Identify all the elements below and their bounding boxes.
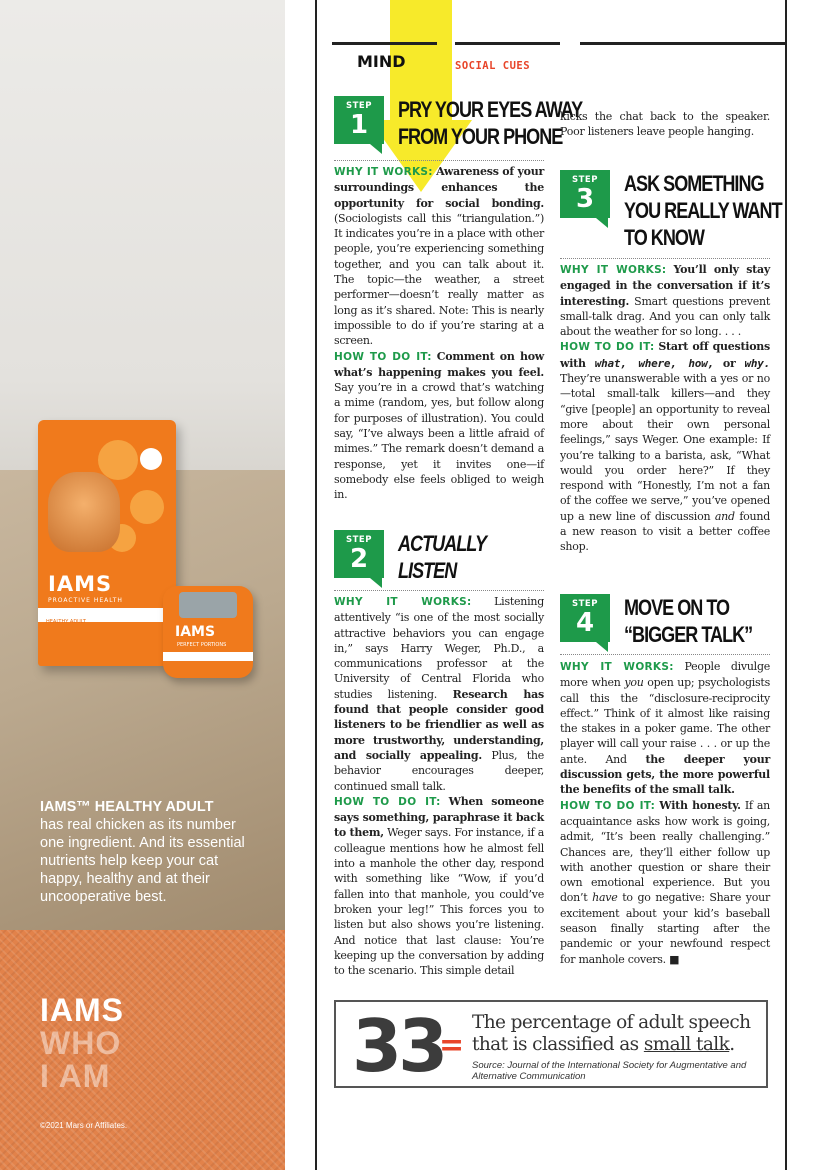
s1-how-bold: Comment on how what’s happening makes you feel.	[334, 349, 544, 379]
cat-photo	[48, 472, 120, 552]
why-label: WHY IT WORKS:	[334, 166, 433, 178]
stat-underlined: small talk	[643, 1034, 730, 1055]
step-number: 3	[575, 184, 595, 214]
s4-how-text: If an acquaintance asks how work is going, admit, “It’s been really challenging.” Chances are, they’ll either follow up with another question or share their own emotional experience. But you don’t	[560, 798, 770, 905]
iams-advertisement	[0, 0, 285, 1170]
iams-food-bag-image	[38, 420, 176, 666]
header-rule	[455, 42, 560, 45]
step-2-title-line2: LISTEN	[398, 558, 457, 583]
tray-subtitle: PERFECT PORTIONS	[177, 642, 227, 648]
step-2-title	[398, 530, 486, 584]
iams-tray-image	[163, 586, 253, 678]
stat-number: 33	[352, 1004, 445, 1088]
step-3-header	[560, 170, 782, 254]
stat-period: .	[729, 1034, 735, 1055]
step-label: STEP	[346, 101, 372, 111]
stat-line-1: The percentage of adult speech	[472, 1012, 751, 1033]
step-4-text	[560, 659, 770, 967]
stat-line-2: that is classified as	[472, 1034, 644, 1055]
step-number: 2	[349, 544, 369, 574]
s3-how-keywords: what, where, how,	[594, 356, 714, 370]
step-2-badge	[334, 530, 384, 578]
s2-how-text: Weger says. For instance, if a colleague mentions how he almost fell into a manhole the other day, respond with something like “Wow, if you’d fallen into that manhole, you could’ve broken your leg!” This forces you to listen but also shows you’re listening. And notice that last clause: You’re keeping up the conversation by adding to the scenario. This simple detail	[334, 826, 545, 978]
ad-legal: ©2021 Mars or Affiliates.	[40, 1121, 128, 1130]
how-label: HOW TO DO IT:	[334, 795, 441, 808]
iams-logo	[40, 994, 124, 1093]
logo-main: IAMS	[40, 992, 124, 1028]
s1-why-text: (Sociologists call this “triangulation.”) It indicates you’re in a place with other people, you’re experiencing something together, and you can talk about it. The topic—the weather, a street performer—doesn’t really matter as long as it’s shared. Note: This is nearly impossible to do if you’re staring at a screen.	[334, 211, 544, 348]
col2-lead-text: kicks the chat back to the speaker. Poor listeners leave people hanging.	[560, 110, 770, 139]
header-rule	[580, 42, 787, 45]
s1-how-text: Say you’re in a crowd that’s watching a mime (random, yes, but follow along for purposes of illustration). You could say, “I’ve always been a little afraid of mimes.” The remark doesn’t demand a response, yet it invites one—if somebody else feels obliged to weigh in.	[334, 381, 544, 502]
step-4-badge	[560, 594, 610, 642]
how-label: HOW TO DO IT:	[334, 350, 432, 363]
s1-why-bold: Awareness of your surroundings enhances the opportunity for social bonding.	[334, 165, 544, 210]
step-4-title	[624, 594, 752, 648]
step-number: 1	[349, 110, 369, 140]
s2-why-bold: Research has found that people consider good listeners to be friendlier as well as more trustworthy, understanding, and socially appealing.	[334, 687, 544, 762]
s2-why-text: Listening attentively “is one of the most socially attractive behaviors you can engage in,” says Harry Weger, Ph.D., a communications professor at the University of Central Florida who studies listening.	[334, 595, 544, 701]
col2-lead	[560, 109, 770, 140]
why-label: WHY IT WORKS:	[560, 661, 674, 673]
s3-how-bold-2: or	[713, 356, 745, 370]
step-1-text	[334, 164, 544, 503]
s4-why-text-2: open up; psychologists call this the “disclosure-reciprocity effect.” Think of it almost like raising the stakes in a poker game. The other player will call your raise . . . or up the ante. And	[560, 676, 770, 766]
divider	[560, 258, 770, 259]
s3-how-italic: and	[714, 509, 735, 523]
s3-how-text-end: found a new reason to visit a better coffee shop.	[560, 509, 770, 554]
section-title: MIND	[357, 52, 406, 71]
usa-seal-icon	[140, 448, 162, 470]
s3-how-keyword-why: why.	[744, 356, 770, 370]
s4-how-bold: With honesty.	[659, 798, 741, 812]
divider	[334, 160, 544, 161]
step-2-title-line1: ACTUALLY	[398, 531, 486, 556]
step-3-badge	[560, 170, 610, 218]
step-3-text	[560, 262, 770, 555]
step-2-header	[334, 530, 544, 586]
stat-source: Source: Journal of the International Society for Augmentative and Alternative Communication	[472, 1060, 747, 1082]
s4-how-italic: have	[592, 891, 618, 905]
s3-how-bold: Start off questions with	[560, 340, 770, 370]
step-1-title	[398, 96, 582, 150]
logo-tagline-2: I AM	[40, 1058, 111, 1094]
bag-band-text: HEALTHY ADULT	[46, 619, 86, 625]
step-1-title-line2: FROM YOUR PHONE	[398, 124, 563, 149]
tray-brand: IAMS	[175, 624, 216, 640]
bag-subtitle: PROACTIVE HEALTH	[48, 597, 123, 604]
s2-how-bold: When someone says something, paraphrase it back to them,	[334, 794, 544, 840]
step-3-title-line2: YOU REALLY WANT	[624, 198, 782, 223]
s4-why-italic: you	[624, 676, 644, 690]
how-label: HOW TO DO IT:	[560, 799, 656, 812]
s2-why-text-2: Plus, the behavior encourages deeper, continued small talk.	[334, 748, 544, 793]
step-number: 4	[575, 608, 595, 638]
why-label: WHY IT WORKS:	[560, 264, 667, 276]
step-3-title-line3: TO KNOW	[624, 225, 704, 250]
ad-copy	[40, 798, 260, 906]
logo-tagline-1: WHO	[40, 1025, 122, 1061]
step-3-title	[624, 170, 782, 251]
s3-how-text: They’re unanswerable with a yes or no—total small-talk killers—and they “give [people] an opportunity to reveal more about their own personal feelings,” says Weger. One example: If you’re talking to a barista, ask, “What would you order here?” If they respond with “Honestly, I’m not a fan of the coffee we serve,” you’ve opened up a new line of discussion	[560, 372, 770, 523]
bag-brand: IAMS	[48, 572, 113, 596]
step-4-header	[560, 594, 770, 650]
ad-body: has real chicken as its number one ingredient. And its essential nutrients help keep your cat happy, healthy and at their uncooperative best.	[40, 817, 245, 905]
s4-why-bold: the deeper your discussion gets, the more powerful the benefits of the small talk.	[560, 752, 770, 797]
step-label: STEP	[572, 599, 598, 609]
stat-text	[472, 1012, 750, 1056]
stat-callout	[334, 1000, 768, 1088]
step-label: STEP	[346, 535, 372, 545]
divider	[560, 654, 770, 655]
step-4-title-line1: MOVE ON TO	[624, 595, 730, 620]
divider	[334, 590, 544, 591]
s4-how-text-2: to go negative: Share your excitement about your kid’s baseball season finally starting after the pandemic or your newfound respect for manhole covers. ■	[560, 891, 770, 966]
step-3-title-line1: ASK SOMETHING	[624, 171, 764, 196]
subsection-title: SOCIAL CUES	[455, 60, 531, 72]
step-label: STEP	[572, 175, 598, 185]
step-1-header	[334, 96, 583, 156]
ad-heading: IAMS™ HEALTHY ADULT	[40, 799, 214, 815]
why-label: WHY IT WORKS:	[334, 596, 472, 608]
step-1-badge	[334, 96, 384, 144]
equals-icon: =	[439, 1028, 465, 1063]
s3-why-text: Smart questions prevent small-talk drag. And you can only talk about the weather for so long. . . .	[560, 294, 770, 339]
how-label: HOW TO DO IT:	[560, 341, 655, 354]
s3-why-bold: You’ll only stay engaged in the conversation if it’s interesting.	[560, 263, 770, 308]
step-2-text	[334, 594, 544, 978]
step-1-title-line1: PRY YOUR EYES AWAY	[398, 97, 583, 122]
s4-why-text: People divulge more when	[560, 660, 770, 690]
header-rule	[332, 42, 437, 45]
step-4-title-line2: “BIGGER TALK”	[624, 622, 753, 647]
